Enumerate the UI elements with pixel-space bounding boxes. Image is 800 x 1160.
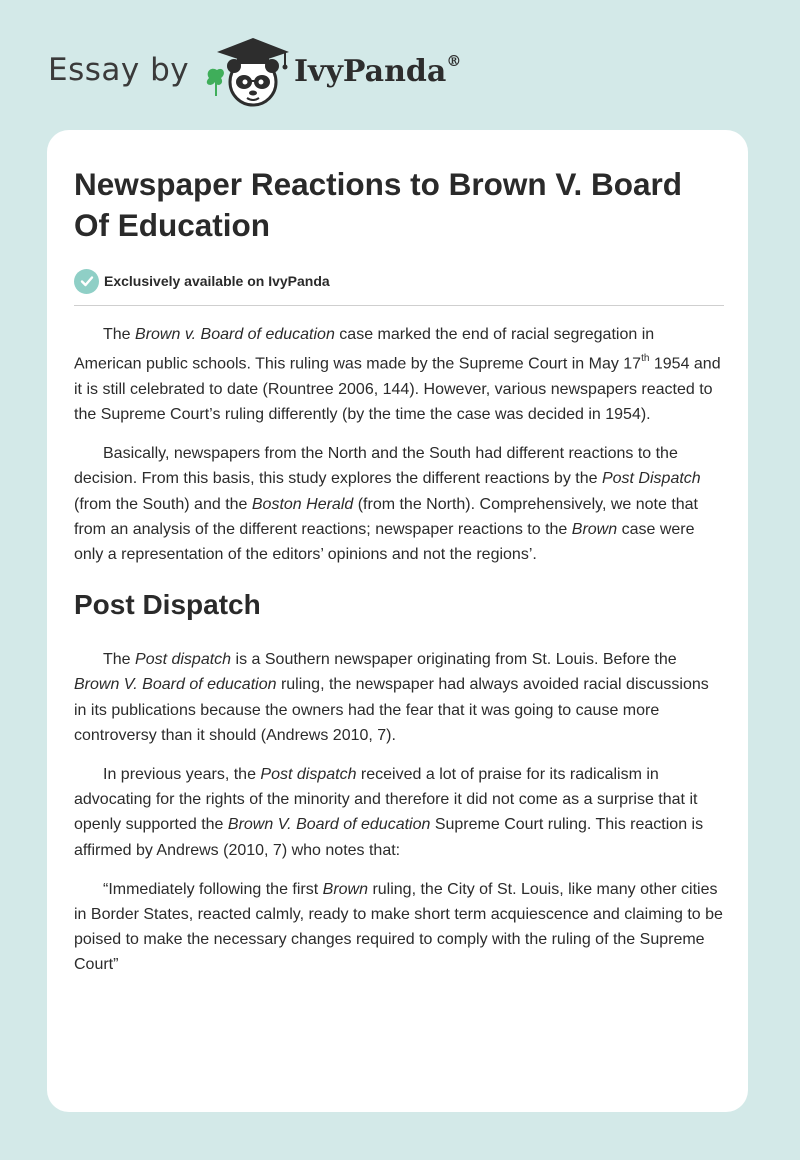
checkmark-icon xyxy=(74,269,99,294)
paragraph: The Brown v. Board of education case marked the end of racial segregation in American public schools. This ruling was made by the Supreme Court in May 17th 1954 and it is still celebrated to date (Rountree 2006, 144). However, various newspapers reacted to the Supreme Court’s ruling differently (by the time the case was decided in 1954). xyxy=(74,326,721,423)
paragraph: Basically, newspapers from the North and the South had different reactions to the decision. From this basis, this study explores the different reactions by the Post Dispatch (from the South) and the Boston Herald (from the North). Comprehensively, we note that from an analysis of the different reactions; newspaper reactions to the Brown case were only a representation of the editors’ opinions and not the regions’. xyxy=(74,445,701,563)
essay-title: Newspaper Reactions to Brown V. Board Of Education xyxy=(74,166,682,243)
paragraph: The Post dispatch is a Southern newspaper originating from St. Louis. Before the Brown V. Board of education ruling, the newspaper had always avoided racial discussions in its publications because the owners had the fear that it was going to cause more controversy than it should (Andrews 2010, 7). xyxy=(74,651,709,744)
exclusive-badge xyxy=(74,268,724,294)
section-heading: Post Dispatch xyxy=(74,589,261,621)
essay-content xyxy=(74,164,724,978)
paragraph: In previous years, the Post dispatch received a lot of praise for its radicalism in advocating for the rights of the minority and therefore it did not come as a surprise that it openly supported the Brown V. Board of education Supreme Court ruling. This reaction is affirmed by Andrews (2010, 7) who notes that: xyxy=(74,765,704,859)
brand-name[interactable]: IvyPanda® xyxy=(294,52,462,89)
divider xyxy=(74,305,724,306)
site-header xyxy=(48,36,748,108)
essay-card xyxy=(47,130,748,1112)
quote-paragraph: “Immediately following the first Brown ruling, the City of St. Louis, like many other cities in Border States, reacted calmly, ready to make short term acquiescence and claiming to be poised to make the necessary changes required to comply with the ruling of the Supreme Court” xyxy=(74,880,723,974)
panda-logo-icon[interactable] xyxy=(203,36,295,108)
exclusive-badge-label: Exclusively available on IvyPanda xyxy=(104,273,330,289)
registered-mark: ® xyxy=(446,52,462,70)
essay-by-label: Essay by xyxy=(48,52,190,88)
